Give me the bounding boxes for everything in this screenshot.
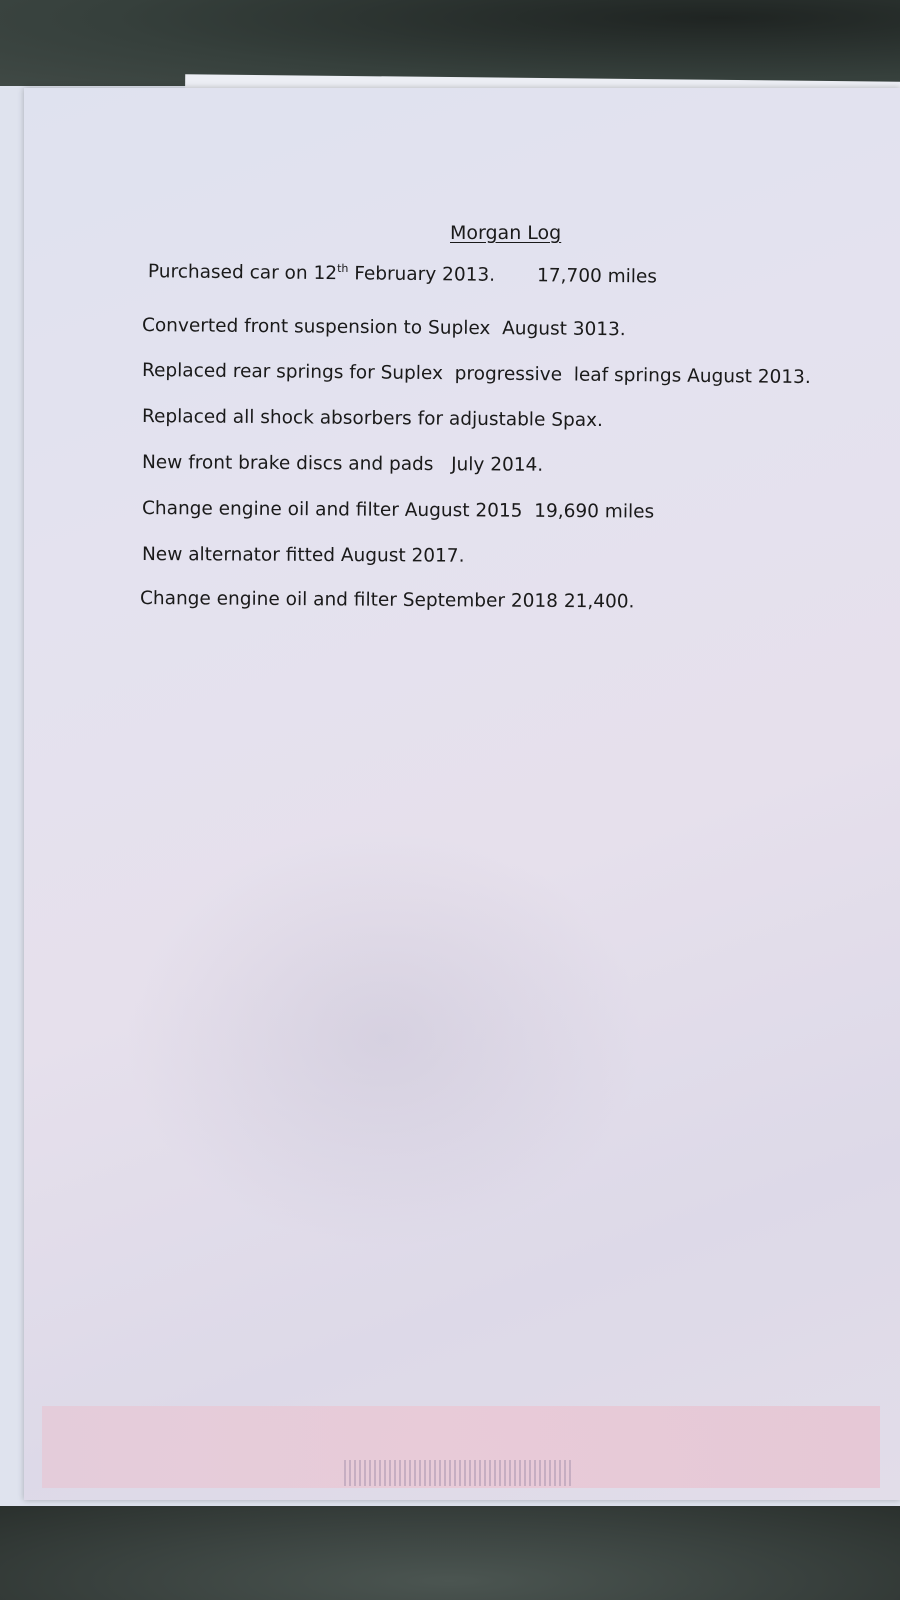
paper-sheet — [24, 88, 900, 1500]
log-entry: Converted front suspension to Suplex August 3013. — [141, 315, 626, 341]
log-entry: New front brake discs and pads July 2014. — [141, 452, 544, 476]
log-entry-purchase — [148, 260, 657, 287]
purchase-date-text: February 2013. — [348, 263, 496, 286]
log-entry: Change engine oil and filter September 2018 21,400. — [139, 588, 635, 613]
table-surface-bottom — [0, 1505, 900, 1600]
purchase-mileage: 17,700 miles — [536, 265, 658, 288]
purchase-text: Purchased car on 12 — [147, 261, 338, 285]
document-title: Morgan Log — [450, 222, 562, 244]
log-entry: Replaced all shock absorbers for adjustable Spax. — [141, 406, 604, 432]
log-entry: New alternator fitted August 2017. — [141, 544, 465, 567]
faint-barcode — [344, 1460, 574, 1486]
log-content — [24, 88, 900, 1500]
ordinal-suffix: th — [337, 261, 349, 276]
log-entry: Replaced rear springs for Suplex progressive leaf springs August 2013. — [141, 360, 811, 389]
log-entry: Change engine oil and filter August 2015 19,690 miles — [141, 498, 655, 523]
